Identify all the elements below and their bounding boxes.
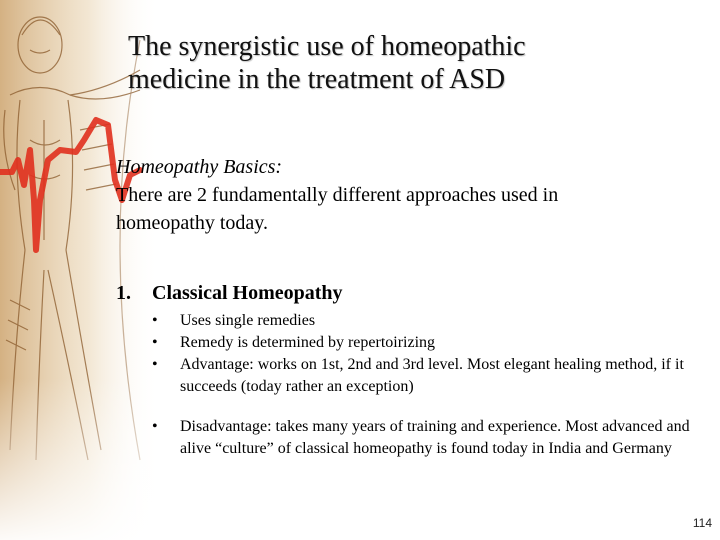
list-item xyxy=(152,354,692,398)
intro-line-2: homeopathy today. xyxy=(116,212,269,234)
list-item xyxy=(152,416,692,460)
bullet-text: Advantage: works on 1st, 2nd and 3rd level. Most elegant healing method, if it succeeds (today rather an exception) xyxy=(180,356,684,395)
intro-text xyxy=(116,153,696,237)
bullet-text: Uses single remedies xyxy=(180,312,316,329)
section-heading xyxy=(116,280,343,306)
bullet-list xyxy=(152,310,692,460)
bullet-marker: • xyxy=(152,418,158,435)
intro-line-1: There are 2 fundamentally different approaches used in xyxy=(116,184,559,206)
list-item xyxy=(152,332,692,354)
page-number: 114 xyxy=(692,516,712,530)
section-number: 1. xyxy=(116,282,131,304)
intro-subheading: Homeopathy Basics: xyxy=(116,156,283,178)
title-line-2: medicine in the treatment of ASD xyxy=(128,64,506,95)
bullet-marker: • xyxy=(152,356,158,373)
bullet-marker: • xyxy=(152,312,158,329)
bullet-marker: • xyxy=(152,334,158,351)
bullet-text: Remedy is determined by repertoirizing xyxy=(180,334,436,351)
bullet-text: Disadvantage: takes many years of training and experience. Most advanced and alive “culture” of classical homeopathy is found today in India and Germany xyxy=(180,418,690,457)
section-heading-text: Classical Homeopathy xyxy=(152,282,343,304)
title-line-1: The synergistic use of homeopathic xyxy=(128,31,526,62)
list-item xyxy=(152,310,692,332)
slide-title xyxy=(128,30,688,96)
